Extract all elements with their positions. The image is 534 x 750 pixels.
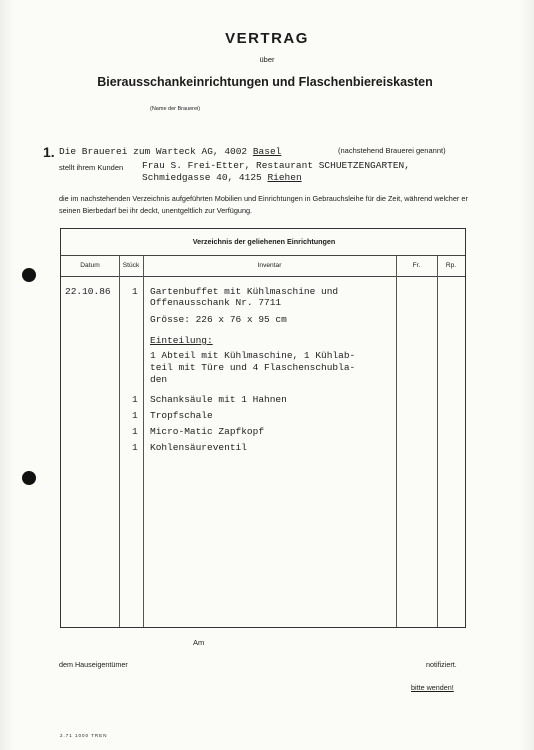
kunden-label: stellt ihrem Kunden <box>59 163 124 172</box>
punch-hole-bottom <box>22 471 36 485</box>
kunden-name: Frau S. Frei-Etter, Restaurant SCHUETZENGARTEN, <box>142 160 410 171</box>
row-datum: 22.10.86 <box>65 286 111 297</box>
column-header-rp: Rp. <box>445 262 457 269</box>
column-divider <box>119 256 120 627</box>
inventar-line: den <box>150 374 168 385</box>
document-title: VERTRAG <box>225 30 309 47</box>
inventar-line: Micro-Matic Zapfkopf <box>150 426 265 437</box>
kunden-city: Riehen <box>267 172 302 183</box>
row-stueck: 1 <box>132 286 138 297</box>
table-heading: Verzeichnis der geliehenen Einrichtungen <box>192 237 336 246</box>
document-subtitle: Bierausschankeinrichtungen und Flaschenbiereiskasten <box>97 75 433 89</box>
inventar-line: Offenausschank Nr. 7711 <box>150 297 282 308</box>
column-header-fr: Fr. <box>412 262 421 269</box>
column-divider <box>396 256 397 627</box>
column-divider <box>143 256 144 627</box>
inventar-line: Tropfschale <box>150 410 213 421</box>
contract-paragraph: die im nachstehenden Verzeichnis aufgeführten Mobilien und Einrichtungen in Gebrauchsleihe für die Zeit, während welcher er seinen Bierbedarf bei ihr deckt, unentgeltlich zur Verfügung. <box>59 194 468 215</box>
column-header-inventar: Inventar <box>257 262 282 269</box>
brauerei-name: Die Brauerei zum Warteck AG, 4002 <box>59 146 248 157</box>
brauerei-caption: (Name der Brauerei) <box>150 106 201 112</box>
column-divider <box>437 256 438 627</box>
table-heading-divider <box>61 255 465 256</box>
print-code: 2.71 1000 TREN <box>60 733 108 738</box>
inventory-table <box>60 228 466 628</box>
column-header-datum: Datum <box>80 262 100 269</box>
inventar-line: Gartenbuffet mit Kühlmaschine und <box>150 286 339 297</box>
kunden-address-line <box>142 172 302 183</box>
footer-am: Am <box>193 638 205 647</box>
kunden-address: Schmiedgasse 40, 4125 <box>142 172 262 183</box>
footer-hauseigentuemer: dem Hauseigentümer <box>59 660 128 669</box>
table-columns-divider <box>61 276 465 277</box>
inventar-line: teil mit Türe und 4 Flaschenschubla- <box>150 362 356 373</box>
row-stueck: 1 <box>132 394 138 405</box>
footer-bitte-wenden: bitte wenden! <box>411 683 454 692</box>
inventar-line: Schanksäule mit 1 Hahnen <box>150 394 287 405</box>
inventar-line: Kohlensäureventil <box>150 442 247 453</box>
footer-notifiziert: notifiziert. <box>426 660 457 669</box>
column-header-stueck: Stück <box>122 262 140 269</box>
inventar-subheading: Einteilung: <box>150 335 213 346</box>
brauerei-note: (nachstehend Brauerei genannt) <box>338 146 446 155</box>
brauerei-text <box>59 146 281 157</box>
brauerei-city: Basel <box>252 146 282 157</box>
inventar-line: Grösse: 226 x 76 x 95 cm <box>150 314 287 325</box>
row-stueck: 1 <box>132 442 138 453</box>
row-stueck: 1 <box>132 426 138 437</box>
section-number: 1. <box>43 144 55 160</box>
punch-hole-top <box>22 268 36 282</box>
row-stueck: 1 <box>132 410 138 421</box>
title-connector: über <box>259 55 275 64</box>
inventar-line: 1 Abteil mit Kühlmaschine, 1 Kühlab- <box>150 350 356 361</box>
